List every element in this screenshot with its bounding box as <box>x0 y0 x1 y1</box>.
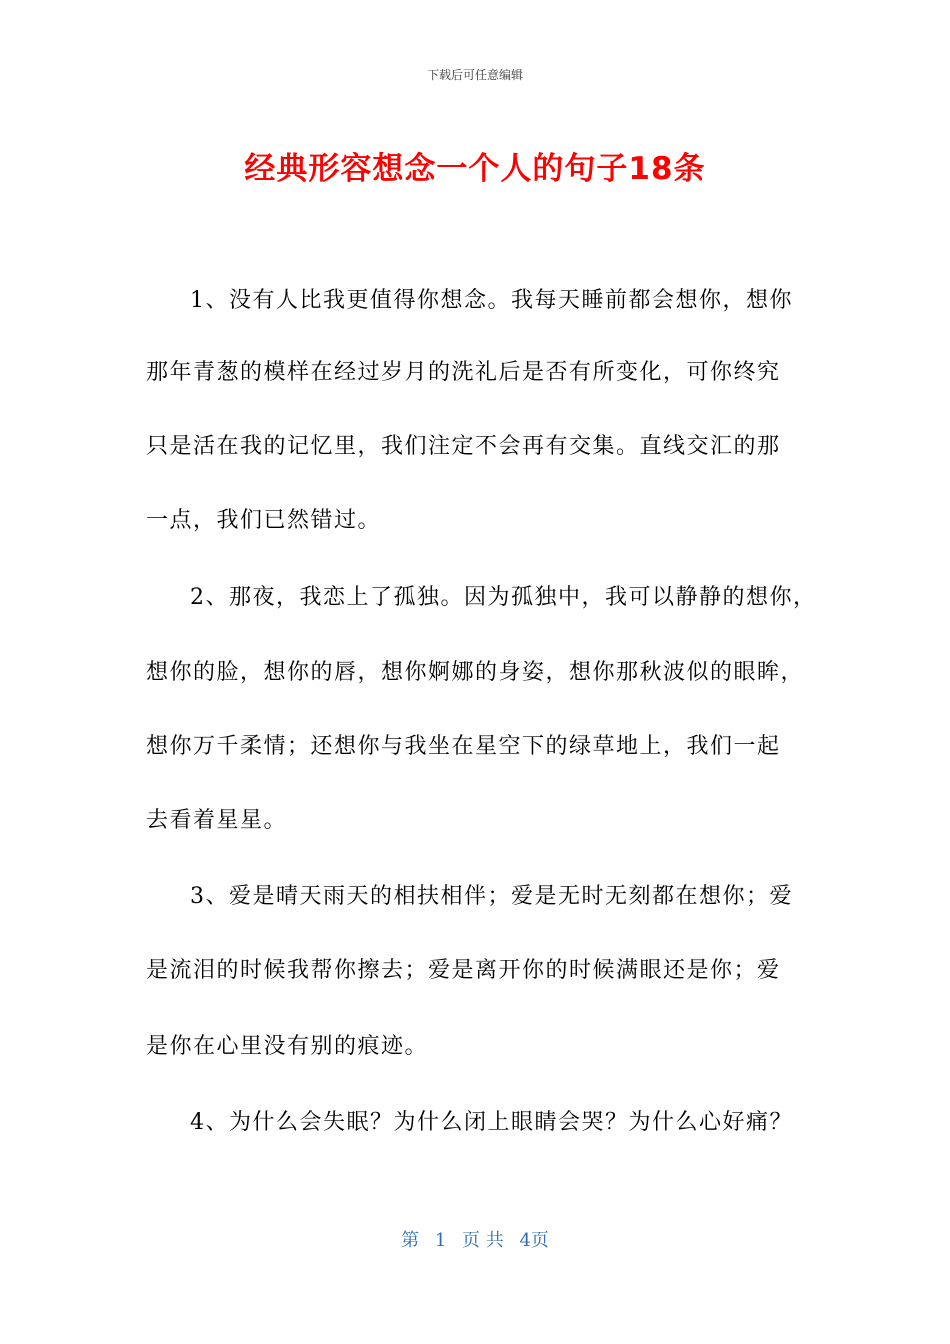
footer-mid: 页 共 <box>462 1230 504 1251</box>
paragraph-2-line-1: 2、那夜，我恋上了孤独。因为孤独中，我可以静静的想你， <box>190 585 817 610</box>
paragraph-3-line-2: 是流泪的时候我帮你擦去；爱是离开你的时候满眼还是你；爱 <box>146 958 781 983</box>
footer-page-number: 1 <box>434 1230 447 1251</box>
paragraph-4-line-1: 4、为什么会失眠？为什么闭上眼睛会哭？为什么心好痛？ <box>190 1110 793 1135</box>
paragraph-2-line-4: 去看着星星。 <box>146 808 288 833</box>
paragraph-2-line-3: 想你万千柔情；还想你与我坐在星空下的绿草地上，我们一起 <box>146 734 781 759</box>
paragraph-1-line-3: 只是活在我的记忆里，我们注定不会再有交集。直线交汇的那 <box>146 434 781 459</box>
page-title: 经典形容想念一个人的句子18条 <box>244 151 706 187</box>
paragraph-3-line-3: 是你在心里没有别的痕迹。 <box>146 1034 429 1059</box>
header-note: 下载后可任意编辑 <box>426 68 523 82</box>
paragraph-1-line-1: 1、没有人比我更值得你想念。我每天睡前都会想你，想你 <box>190 288 793 313</box>
paragraph-3-line-1: 3、爱是晴天雨天的相扶相伴；爱是无时无刻都在想你；爱 <box>190 884 793 909</box>
footer-prefix: 第 <box>401 1230 420 1251</box>
paragraph-2-line-2: 想你的脸，想你的唇，想你婀娜的身姿，想你那秋波似的眼眸， <box>146 660 805 685</box>
page-footer <box>0 1226 950 1252</box>
paragraph-1-line-4: 一点，我们已然错过。 <box>146 508 382 533</box>
footer-total: 4页 <box>519 1230 549 1251</box>
paragraph-1-line-2: 那年青葱的模样在经过岁月的洗礼后是否有所变化，可你终究 <box>146 360 781 385</box>
